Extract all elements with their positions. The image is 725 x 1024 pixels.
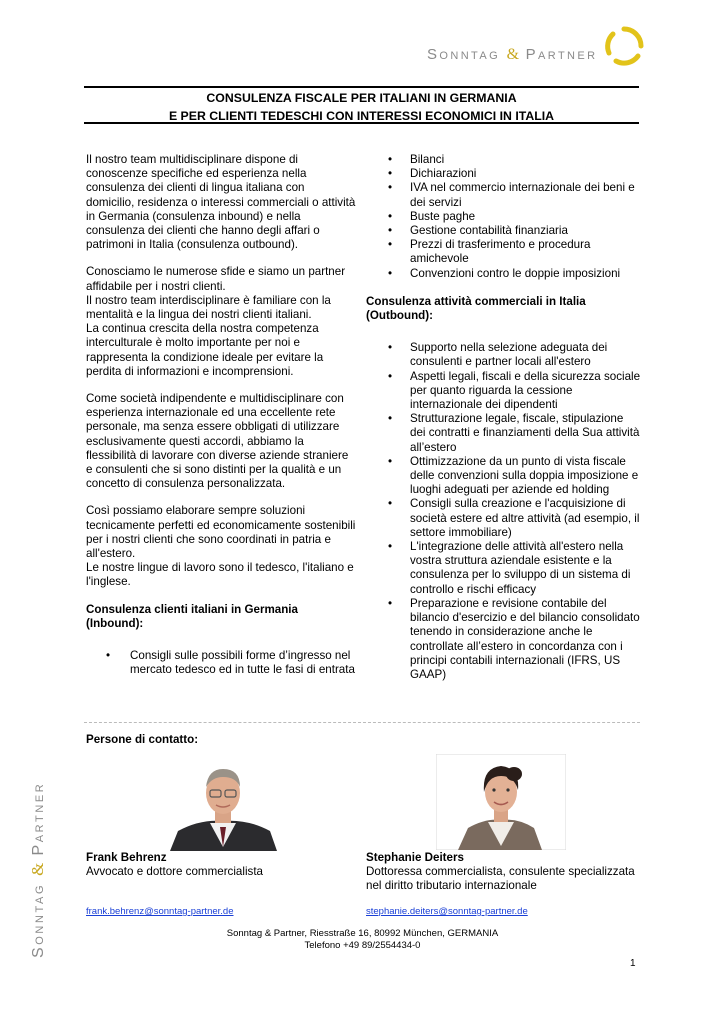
solutions-paragraph <box>86 504 356 589</box>
side-logo-ampersand: & <box>28 862 47 876</box>
contact-name: Stephanie Deiters <box>366 851 464 864</box>
footer-phone: Telefono +49 89/2554434-0 <box>304 940 421 951</box>
list-item: • Consigli sulle possibili forme d’ingresso nel mercato tedesco ed in tutte le fasi di entrata <box>86 649 356 677</box>
contact-card-deiters <box>366 851 641 894</box>
section-divider <box>84 722 640 723</box>
header-logo <box>427 46 598 64</box>
list-item: • Ottimizzazione da un punto di vista fiscale delle convenzioni sulla doppia imposizione e luoghi adeguati per aziende ed holding <box>366 455 641 498</box>
contact-role: Avvocato e dottore commercialista <box>86 865 263 879</box>
list-item: • L'integrazione delle attività all'estero nella vostra struttura aziendale esistente e la consulenza per lo sviluppo di un sistema di controllo e rischi efficacy <box>366 540 641 597</box>
challenges-line-a: Conosciamo le numerose sfide e siamo un partner affidabile per i nostri clienti. <box>86 265 346 293</box>
list-item: • Gestione contabilità finanziaria <box>366 224 641 238</box>
solutions-line-b: Le nostre lingue di lavoro sono il tedesco, l'italiano e l'inglese. <box>86 561 354 589</box>
footer-address: Sonntag & Partner, Riesstraße 16, 80992 München, GERMANIA <box>226 928 499 939</box>
challenges-line-c: La continua crescita della nostra competenza interculturale è molto importante per noi e rappresenta la condizione ideale per evitare la perdita di informazioni e incomprensioni. <box>86 322 324 378</box>
challenges-paragraph <box>86 265 356 379</box>
logo-ring-icon <box>604 26 644 66</box>
document-title <box>84 86 639 124</box>
side-logo <box>28 782 48 958</box>
list-item: • Dichiarazioni <box>366 167 641 181</box>
side-logo-text-left: Sonntag <box>30 882 47 958</box>
email-link-deiters[interactable]: stephanie.deiters@sonntag-partner.de <box>366 906 528 917</box>
inbound-list <box>86 649 356 677</box>
contacts-heading: Persone di contatto: <box>86 733 199 746</box>
outbound-list <box>366 341 641 682</box>
list-item: • Aspetti legali, fiscali e della sicurezza sociale per quanto riguarda la cessione internazionale dei dipendenti <box>366 370 641 413</box>
footer <box>0 928 725 952</box>
solutions-line-a: Così possiamo elaborare sempre soluzioni tecnicamente perfetti ed economicamente sostenibili per i nostri clienti che sono coordinati in patria e all'estero. <box>86 504 356 561</box>
list-item: • Supporto nella selezione adeguata dei consulenti e partner locali all'estero <box>366 341 641 369</box>
list-item: • Convenzioni contro le doppie imposizioni <box>366 267 641 281</box>
contact-name: Frank Behrenz <box>86 851 167 864</box>
intro-paragraph: Il nostro team multidisciplinare dispone di conoscenze specifiche ed esperienza nella consulenza dei clienti di lingua italiana con domicilio, residenza o interessi commerciali o attività in Germania (consulenza inbound) e nella consulenza dei clienti che hanno degli affari o patrimoni in Italia (consulenza outbound). <box>86 153 356 252</box>
page-number: 1 <box>630 958 636 969</box>
logo-text-right: Partner <box>525 46 598 63</box>
avatar <box>436 754 566 850</box>
list-item: • Consigli sulla creazione e l'acquisizione di società estere ed altre attività (ad esempio, il settore immobiliare) <box>366 497 641 540</box>
challenges-line-b: Il nostro team interdisciplinare è familiare con la mentalità e la lingua dei nostri clienti italiani. <box>86 293 331 322</box>
right-column <box>366 153 641 682</box>
independence-paragraph: Come società indipendente e multidisciplinare con esperienza internazionale ed una eccellente rete personale, ma senza essere obbligati di utilizzare esclusivamente questi accordi, abbiamo la flessibilità di lavorare con diverse aziende straniere e consulenti che si sono distinti per la qualità e un concetto di consulenza personalizzata. <box>86 392 349 491</box>
outbound-heading: Consulenza attività commerciali in Italia (Outbound): <box>366 294 586 323</box>
list-item: • IVA nel commercio internazionale dei beni e dei servizi <box>366 181 641 209</box>
list-item: • Preparazione e revisione contabile del bilancio d'esercizio e del bilancio consolidato tenendo in considerazione anche le controllate all’estero in concordanza con i principi contabili internazionali (IFRS, US GAAP) <box>366 597 641 682</box>
inbound-heading: Consulenza clienti italiani in Germania (Inbound): <box>86 602 298 630</box>
title-line-1: CONSULENZA FISCALE PER ITALIANI IN GERMANIA <box>206 91 517 105</box>
left-column <box>86 153 356 678</box>
services-list <box>366 153 641 281</box>
title-line-2: E PER CLIENTI TEDESCHI CON INTERESSI ECONOMICI IN ITALIA <box>168 109 555 123</box>
logo-ampersand: & <box>506 46 520 63</box>
list-item: • Prezzi di trasferimento e procedura amichevole <box>366 238 641 266</box>
logo-text-left: Sonntag <box>427 46 501 63</box>
contact-role: Dottoressa commercialista, consulente specializzata nel diritto tributario internazionale <box>366 865 635 893</box>
email-link-behrenz[interactable]: frank.behrenz@sonntag-partner.de <box>86 906 234 917</box>
list-item: • Bilanci <box>366 153 641 167</box>
list-item: • Strutturazione legale, fiscale, stipulazione dei contratti e finanziamenti della Sua attività all’estero <box>366 412 641 455</box>
side-logo-text-right: Partner <box>30 781 47 856</box>
contact-card-behrenz <box>86 851 356 879</box>
list-item: • Buste paghe <box>366 210 641 224</box>
avatar <box>170 757 277 851</box>
